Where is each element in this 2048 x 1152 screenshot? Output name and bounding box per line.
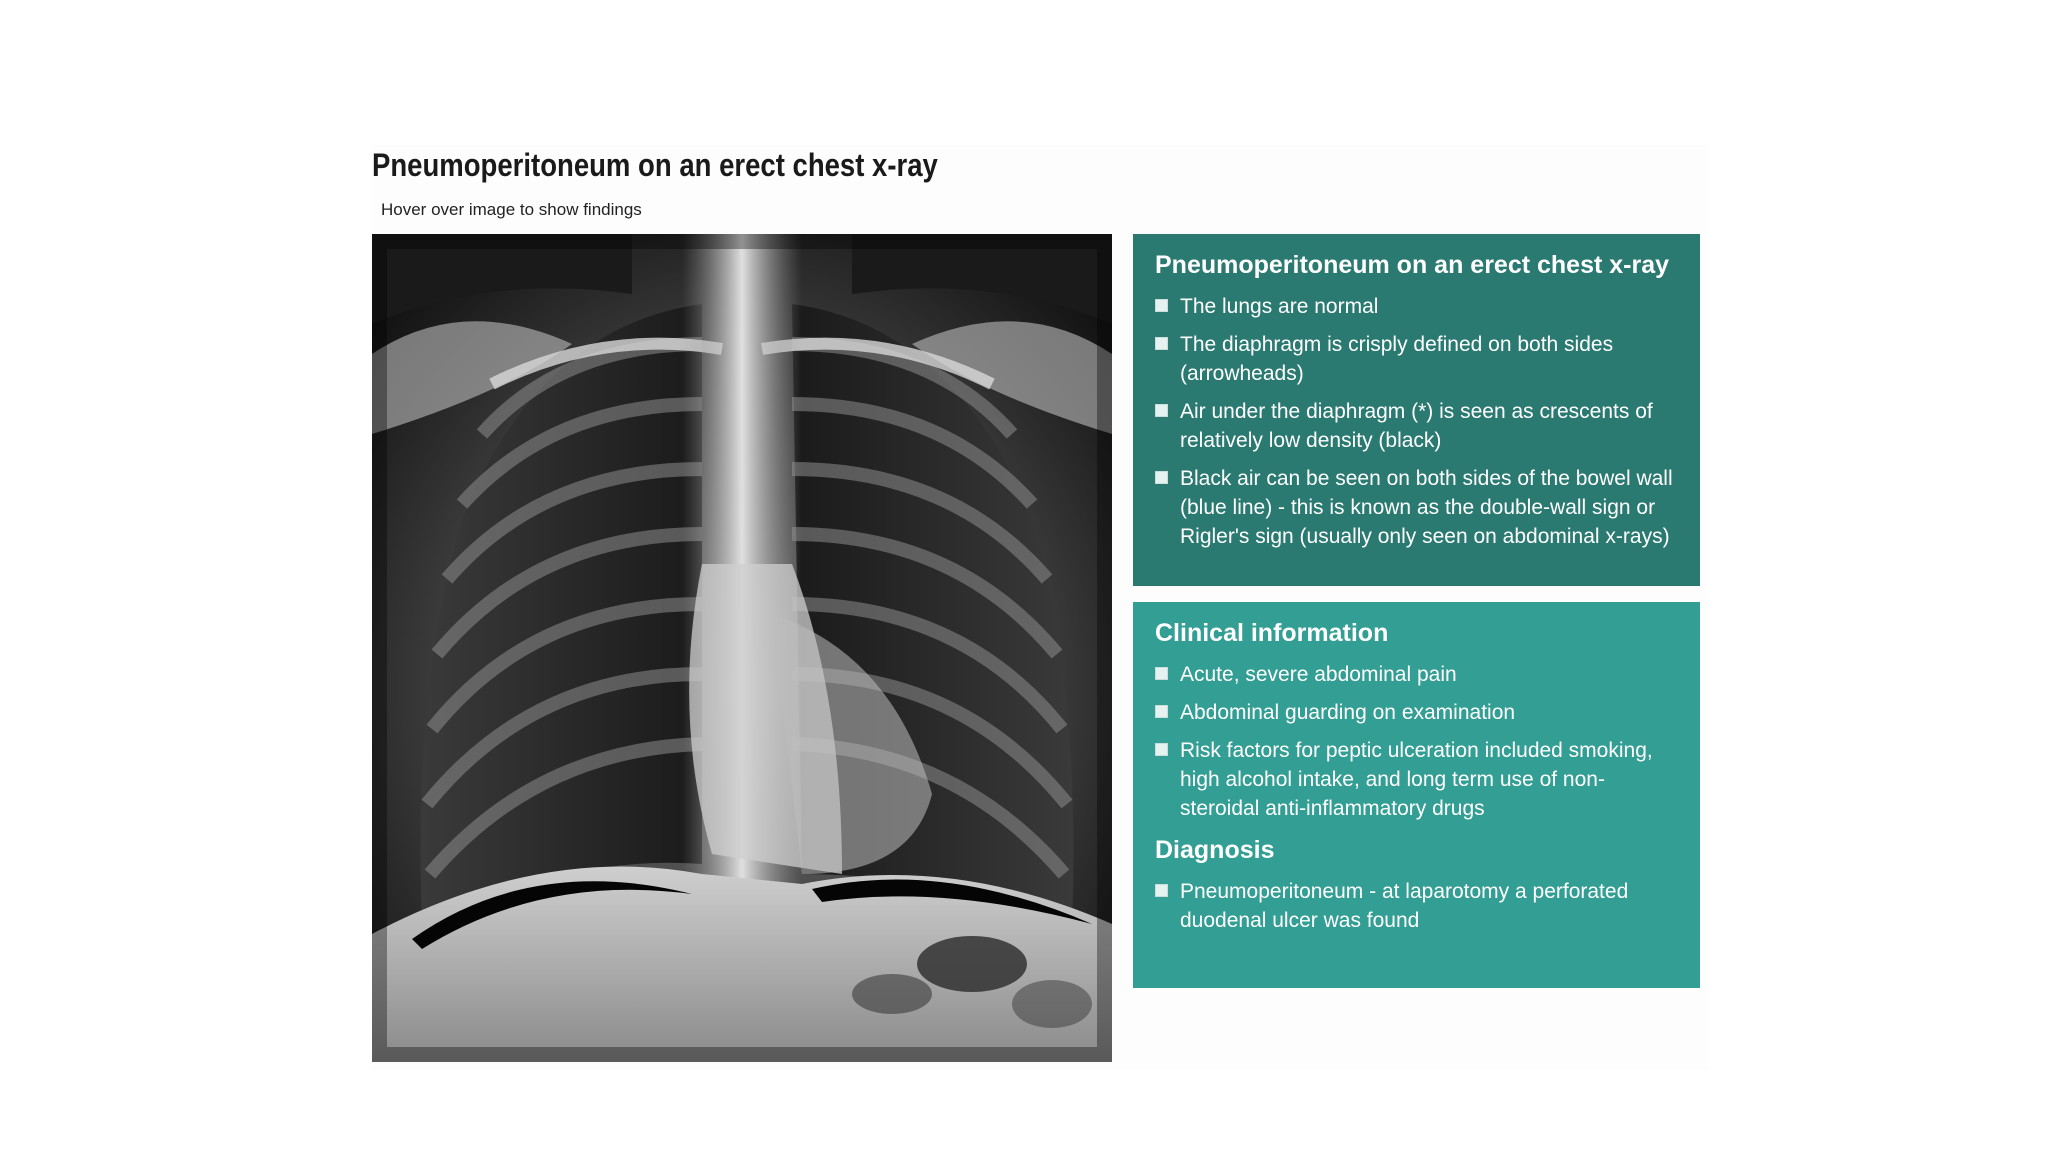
bullet-icon — [1155, 404, 1168, 417]
list-item: Pneumoperitoneum - at laparotomy a perforated duodenal ulcer was found — [1155, 877, 1678, 935]
diagnosis-heading: Diagnosis — [1155, 836, 1275, 864]
chest-xray-image[interactable] — [372, 234, 1112, 1062]
list-item: Air under the diaphragm (*) is seen as crescents of relatively low density (black) — [1155, 397, 1678, 455]
bullet-icon — [1155, 337, 1168, 350]
list-item: Risk factors for peptic ulceration included smoking, high alcohol intake, and long term use of non-steroidal anti-inflammatory drugs — [1155, 736, 1678, 823]
diagnosis-list — [1155, 877, 1678, 935]
findings-panel — [1133, 234, 1700, 586]
bullet-icon — [1155, 667, 1168, 680]
slide-page — [372, 145, 1708, 1070]
bullet-icon — [1155, 884, 1168, 897]
findings-list — [1155, 292, 1678, 551]
bullet-icon — [1155, 705, 1168, 718]
page-title: Pneumoperitoneum on an erect chest x-ray — [372, 147, 938, 183]
list-item: The lungs are normal — [1155, 292, 1678, 321]
findings-heading: Pneumoperitoneum on an erect chest x-ray — [1155, 251, 1670, 279]
clinical-heading: Clinical information — [1155, 619, 1389, 647]
hover-hint: Hover over image to show findings — [381, 200, 642, 219]
list-item: Acute, severe abdominal pain — [1155, 660, 1678, 689]
bullet-icon — [1155, 299, 1168, 312]
list-item: Abdominal guarding on examination — [1155, 698, 1678, 727]
list-item: Black air can be seen on both sides of the bowel wall (blue line) - this is known as the double-wall sign or Rigler's sign (usually only seen on abdominal x-rays) — [1155, 464, 1678, 551]
clinical-list — [1155, 660, 1678, 823]
bullet-icon — [1155, 743, 1168, 756]
xray-illustration — [372, 234, 1112, 1062]
bullet-icon — [1155, 471, 1168, 484]
list-item: The diaphragm is crisply defined on both sides (arrowheads) — [1155, 330, 1678, 388]
clinical-panel — [1133, 602, 1700, 988]
